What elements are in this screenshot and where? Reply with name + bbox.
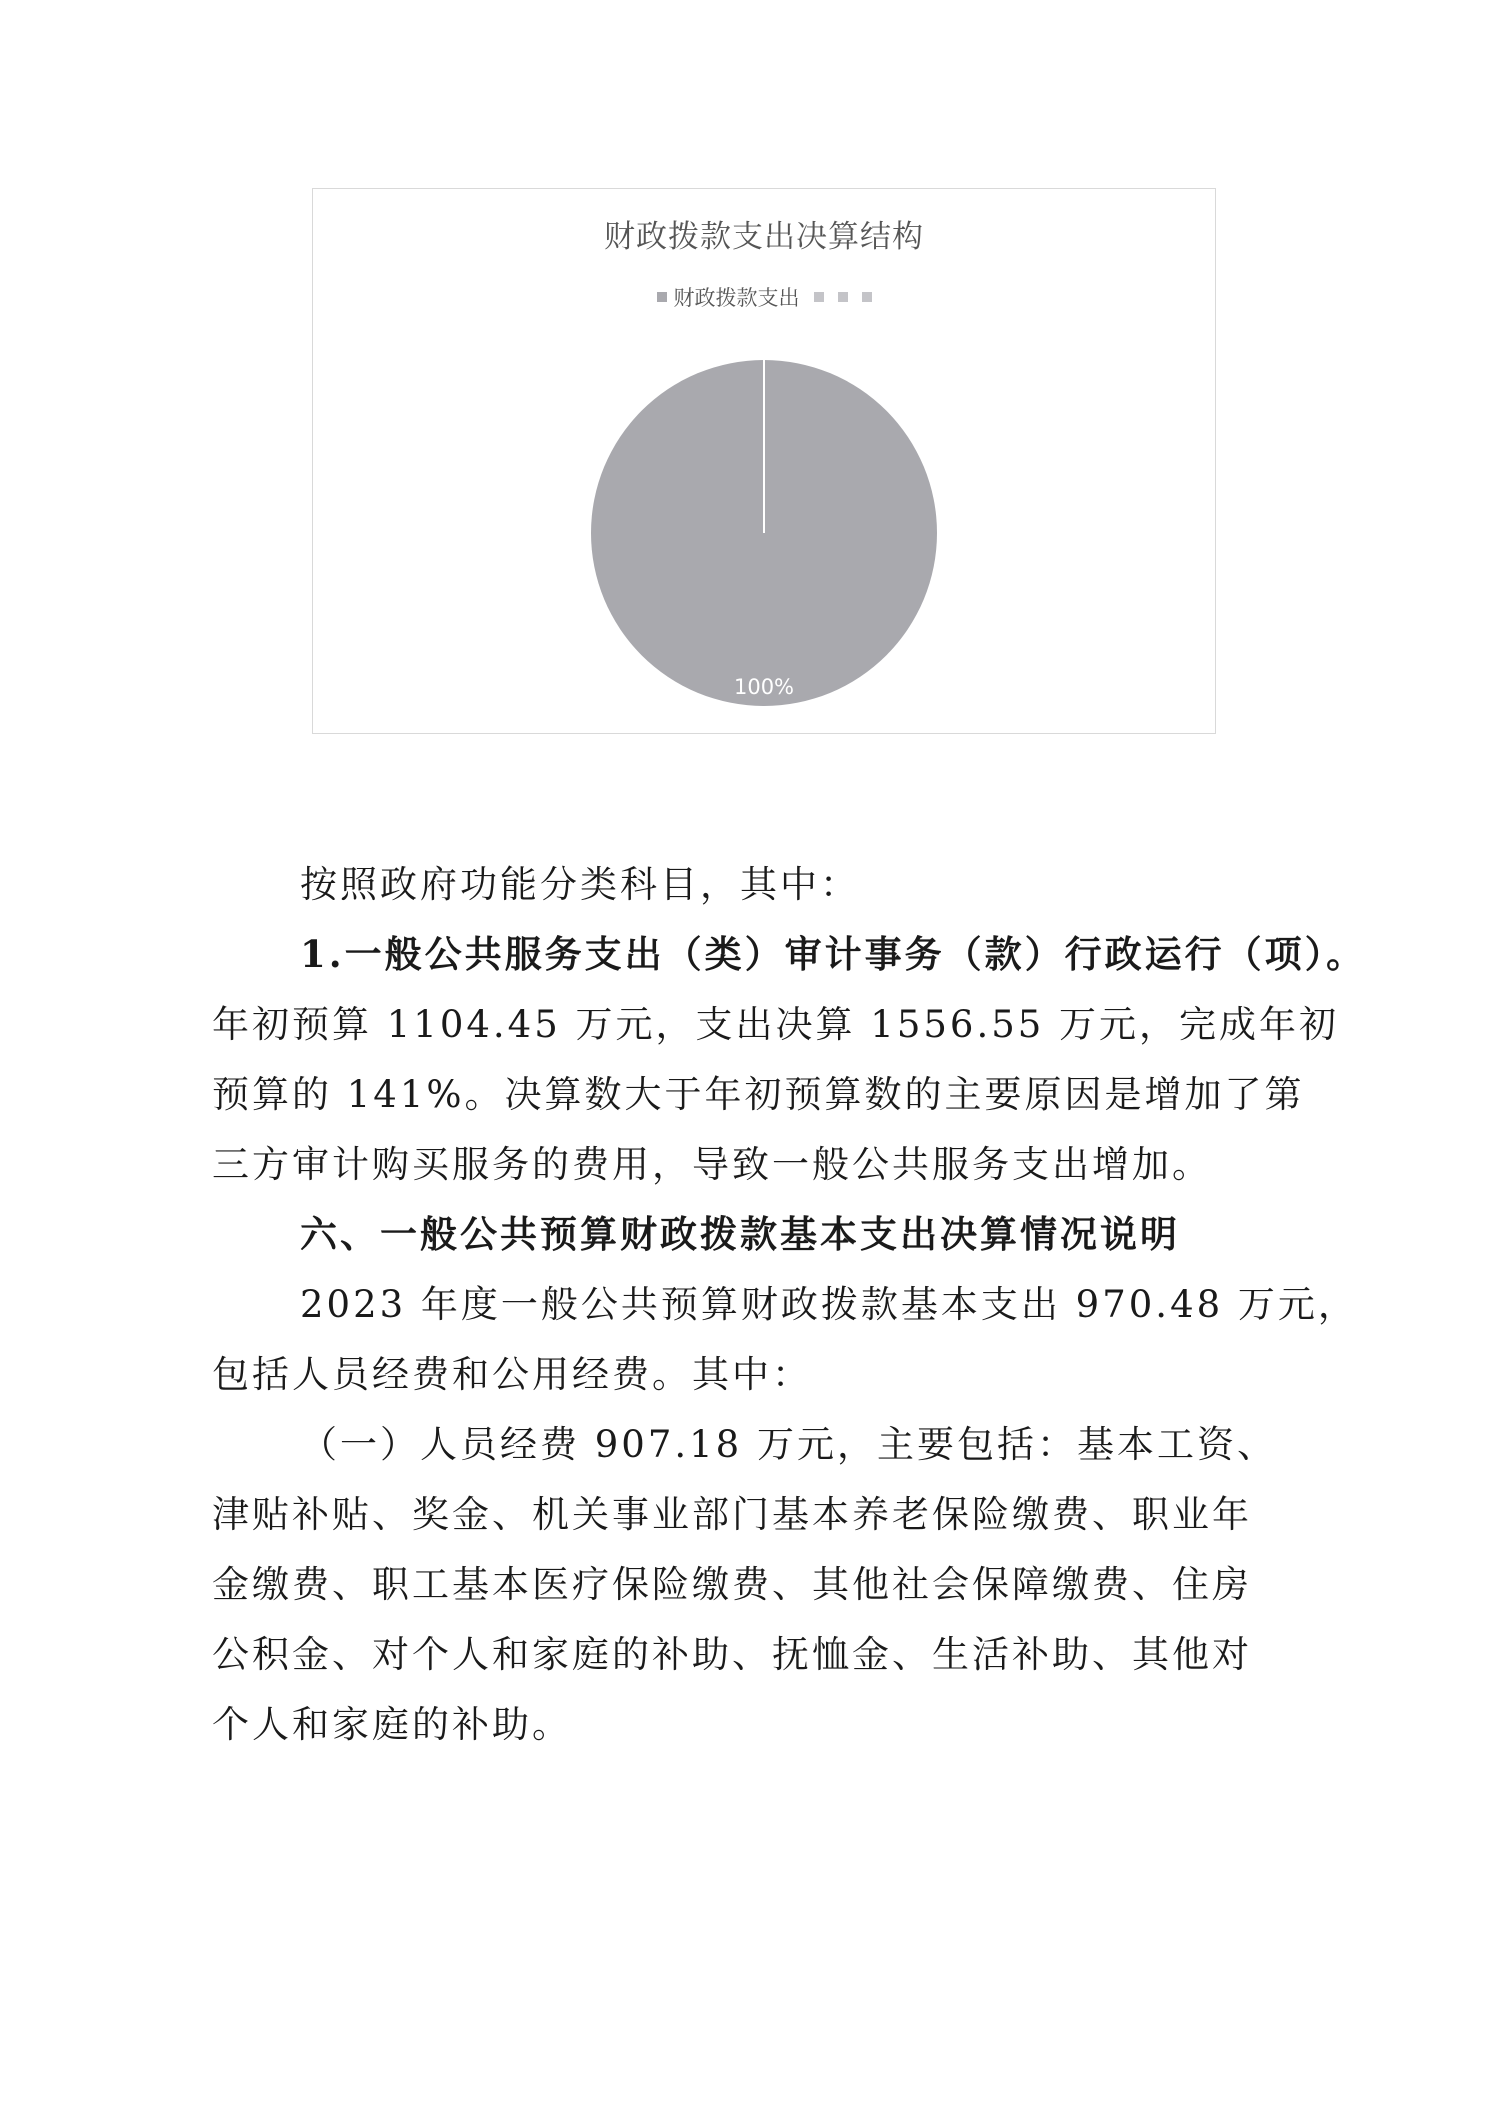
- paragraph-line: （一）人员经费 907.18 万元，主要包括：基本工资、: [300, 1423, 1277, 1466]
- paragraph-line: 津贴补贴、奖金、机关事业部门基本养老保险缴费、职业年: [212, 1493, 1252, 1536]
- chart-title: 财政拨款支出决算结构: [604, 219, 924, 255]
- paragraph-line: 公积金、对个人和家庭的补助、抚恤金、生活补助、其他对: [212, 1633, 1252, 1676]
- paragraph-line: 个人和家庭的补助。: [212, 1703, 572, 1746]
- legend-label: 财政拨款支出: [673, 286, 800, 310]
- pie-chart: [313, 189, 1217, 735]
- paragraph-line: 2023 年度一般公共预算财政拨款基本支出 970.48 万元，: [300, 1283, 1358, 1326]
- pie-data-label: 100%: [733, 675, 795, 699]
- paragraph-line: 三方审计购买服务的费用，导致一般公共服务支出增加。: [212, 1143, 1212, 1186]
- paragraph-line: 六、一般公共预算财政拨款基本支出决算情况说明: [300, 1212, 1180, 1256]
- chart-container: [312, 188, 1216, 734]
- paragraph-line: 金缴费、职工基本医疗保险缴费、其他社会保障缴费、住房: [212, 1563, 1252, 1606]
- paragraph-line: 按照政府功能分类科目，其中：: [300, 863, 860, 906]
- paragraph-line: 预算的 141%。决算数大于年初预算数的主要原因是增加了第: [212, 1073, 1305, 1116]
- paragraph-line: 年初预算 1104.45 万元，支出决算 1556.55 万元，完成年初: [212, 1003, 1340, 1046]
- paragraph-line: 1.一般公共服务支出（类）审计事务（款）行政运行（项）。: [300, 932, 1367, 976]
- paragraph-line: 包括人员经费和公用经费。其中：: [212, 1353, 812, 1396]
